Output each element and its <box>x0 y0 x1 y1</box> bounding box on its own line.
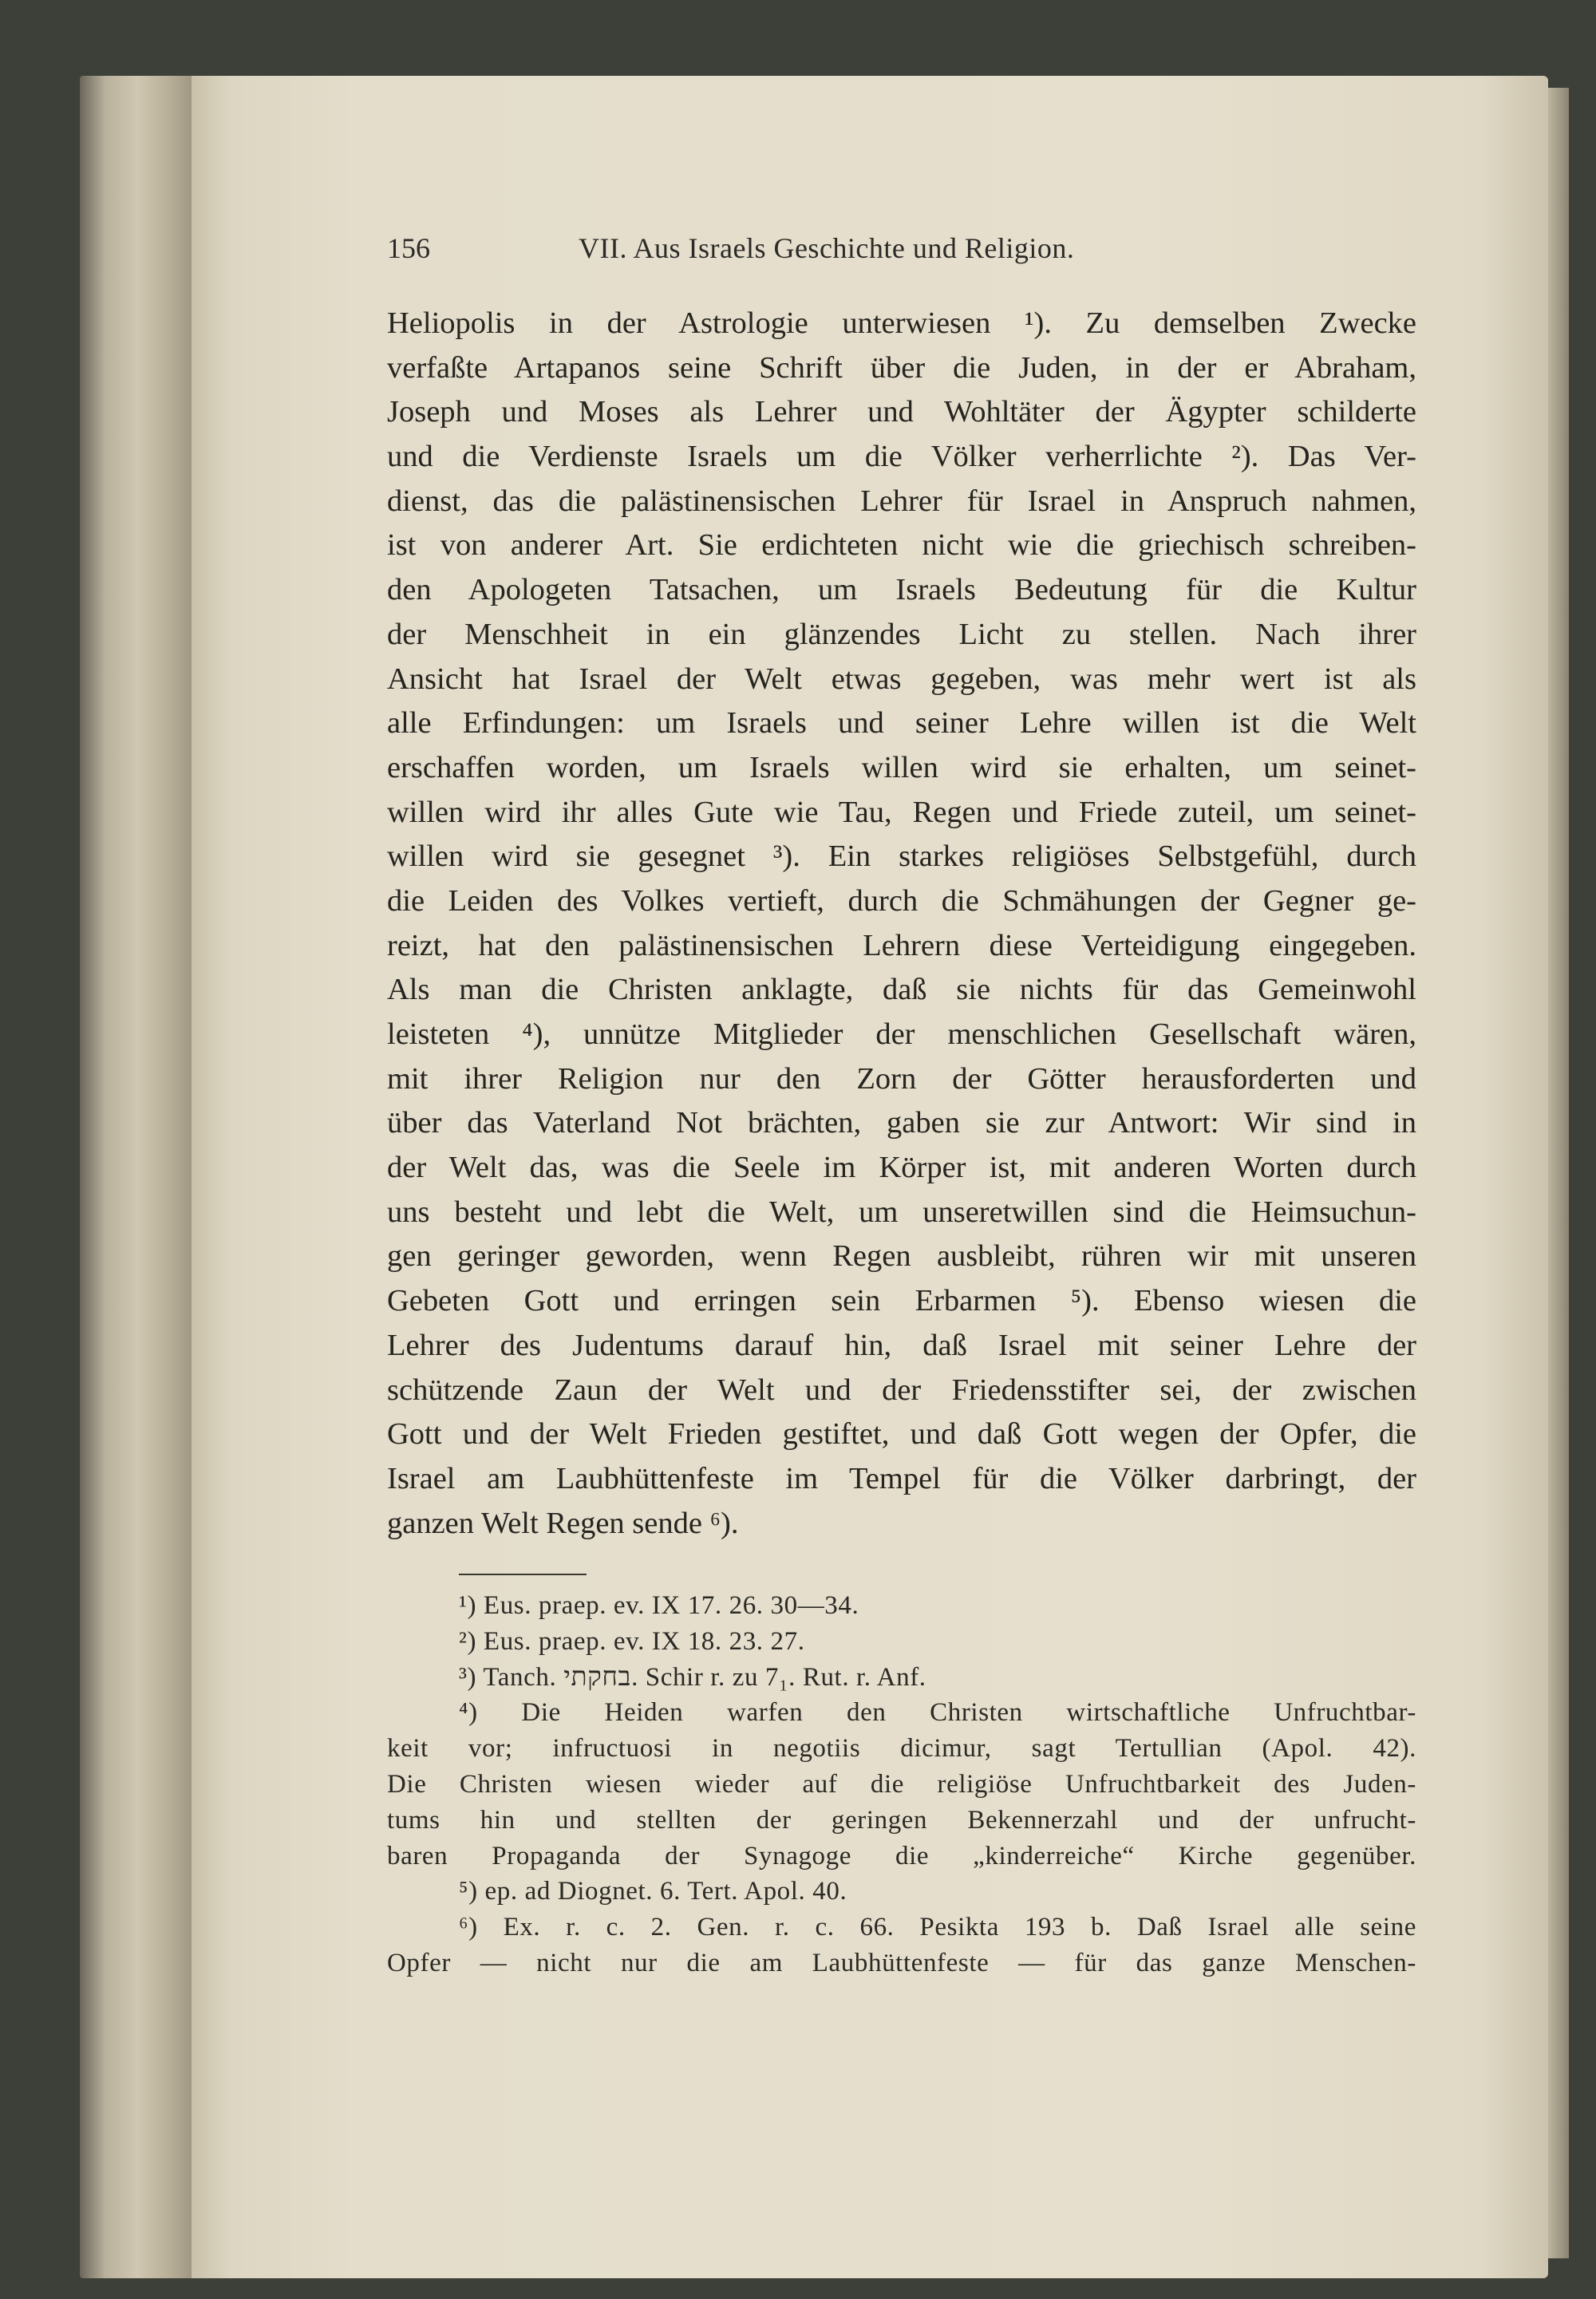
footnote-line: ²) Eus. praep. ev. IX 18. 23. 27. <box>459 1626 805 1656</box>
running-title: VII. Aus Israels Geschichte und Religion. <box>579 232 1075 264</box>
body-line: Israel am Laubhüttenfeste im Tempel für die Völker darbringt, der <box>387 1461 1416 1495</box>
body-line: Ansicht hat Israel der Welt etwas gegeben, was mehr wert ist als <box>387 662 1416 696</box>
footnote-line: ⁶) Ex. r. c. 2. Gen. r. c. 66. Pesikta 193 b. Daß Israel alle seine <box>459 1913 1416 1942</box>
body-line: reizt, hat den palästinensischen Lehrern diese Verteidigung eingegeben. <box>387 928 1416 962</box>
footnote-line: ¹) Eus. praep. ev. IX 17. 26. 30—34. <box>459 1591 859 1620</box>
footnote-line: ⁴) Die Heiden warfen den Christen wirtschaftliche Unfruchtbar- <box>459 1698 1416 1728</box>
body-text <box>387 302 1416 1546</box>
body-line: über das Vaterland Not brächten, gaben sie zur Antwort: Wir sind in <box>387 1106 1416 1140</box>
body-line: alle Erfindungen: um Israels und seiner Lehre willen ist die Welt <box>387 706 1416 741</box>
body-line: dienst, das die palästinensischen Lehrer für Israel in Anspruch nahmen, <box>387 484 1416 518</box>
body-line: schützende Zaun der Welt und der Friedensstifter sei, der zwischen <box>387 1373 1416 1407</box>
body-line: ist von anderer Art. Sie erdichteten nicht wie die griechisch schreiben- <box>387 528 1416 563</box>
footnote-line: ³) Tanch. בחקתי. Schir r. zu 7₁. Rut. r. Anf. <box>459 1662 926 1692</box>
body-line: Gott und der Welt Frieden gestiftet, und daß Gott wegen der Opfer, die <box>387 1417 1416 1452</box>
body-line: den Apologeten Tatsachen, um Israels Bedeutung für die Kultur <box>387 573 1416 607</box>
body-line: gen geringer geworden, wenn Regen ausbleibt, rühren wir mit unseren <box>387 1239 1416 1274</box>
footnote-line: tums hin und stellten der geringen Bekennerzahl und der unfrucht- <box>387 1805 1416 1835</box>
footnote-line: keit vor; infructuosi in negotiis dicimur, sagt Tertullian (Apol. 42). <box>387 1734 1416 1764</box>
body-line: mit ihrer Religion nur den Zorn der Götter herausforderten und <box>387 1061 1416 1096</box>
body-line: willen wird ihr alles Gute wie Tau, Regen und Friede zuteil, um seinet- <box>387 795 1416 829</box>
body-line: Joseph und Moses als Lehrer und Wohltäter der Ägypter schilderte <box>387 395 1416 429</box>
body-line: ganzen Welt Regen sende ⁶). <box>387 1506 739 1540</box>
footnote-line: ⁵) ep. ad Diognet. 6. Tert. Apol. 40. <box>459 1877 847 1906</box>
footnote-line: Die Christen wiesen wieder auf die religiöse Unfruchtbarkeit des Juden- <box>387 1769 1416 1799</box>
footnote-rule <box>459 1574 587 1575</box>
footnotes <box>387 1588 1416 1981</box>
book-right-edge <box>1548 88 1569 2258</box>
body-line: Gebeten Gott und erringen sein Erbarmen ⁵). Ebenso wiesen die <box>387 1284 1416 1318</box>
body-line: der Welt das, was die Seele im Körper ist, mit anderen Worten durch <box>387 1151 1416 1185</box>
body-line: Als man die Christen anklagte, daß sie nichts für das Gemeinwohl <box>387 973 1416 1007</box>
body-line: leisteten ⁴), unnütze Mitglieder der menschlichen Gesellschaft wären, <box>387 1017 1416 1051</box>
body-line: Lehrer des Judentums darauf hin, daß Israel mit seiner Lehre der <box>387 1328 1416 1362</box>
body-line: verfaßte Artapanos seine Schrift über die Juden, in der er Abraham, <box>387 350 1416 385</box>
body-line: uns besteht und lebt die Welt, um unseretwillen sind die Heimsuchun- <box>387 1195 1416 1229</box>
body-line: die Leiden des Volkes vertieft, durch die Schmähungen der Gegner ge- <box>387 883 1416 918</box>
page-number: 156 <box>387 232 430 264</box>
body-line: der Menschheit in ein glänzendes Licht zu stellen. Nach ihrer <box>387 617 1416 651</box>
body-line: erschaffen worden, um Israels willen wird sie erhalten, um seinet- <box>387 750 1416 784</box>
footnote-line: Opfer — nicht nur die am Laubhüttenfeste — für das ganze Menschen- <box>387 1948 1416 1977</box>
body-line: Heliopolis in der Astrologie unterwiesen ¹). Zu demselben Zwecke <box>387 306 1416 340</box>
book-page-edges <box>80 76 207 2278</box>
body-line: und die Verdienste Israels um die Völker verherrlichte ²). Das Ver- <box>387 440 1416 474</box>
running-header <box>387 231 1229 271</box>
footnote-line: baren Propaganda der Synagoge die „kinderreiche“ Kirche gegenüber. <box>387 1841 1416 1870</box>
body-line: willen wird sie gesegnet ³). Ein starkes religiöses Selbstgefühl, durch <box>387 839 1416 874</box>
